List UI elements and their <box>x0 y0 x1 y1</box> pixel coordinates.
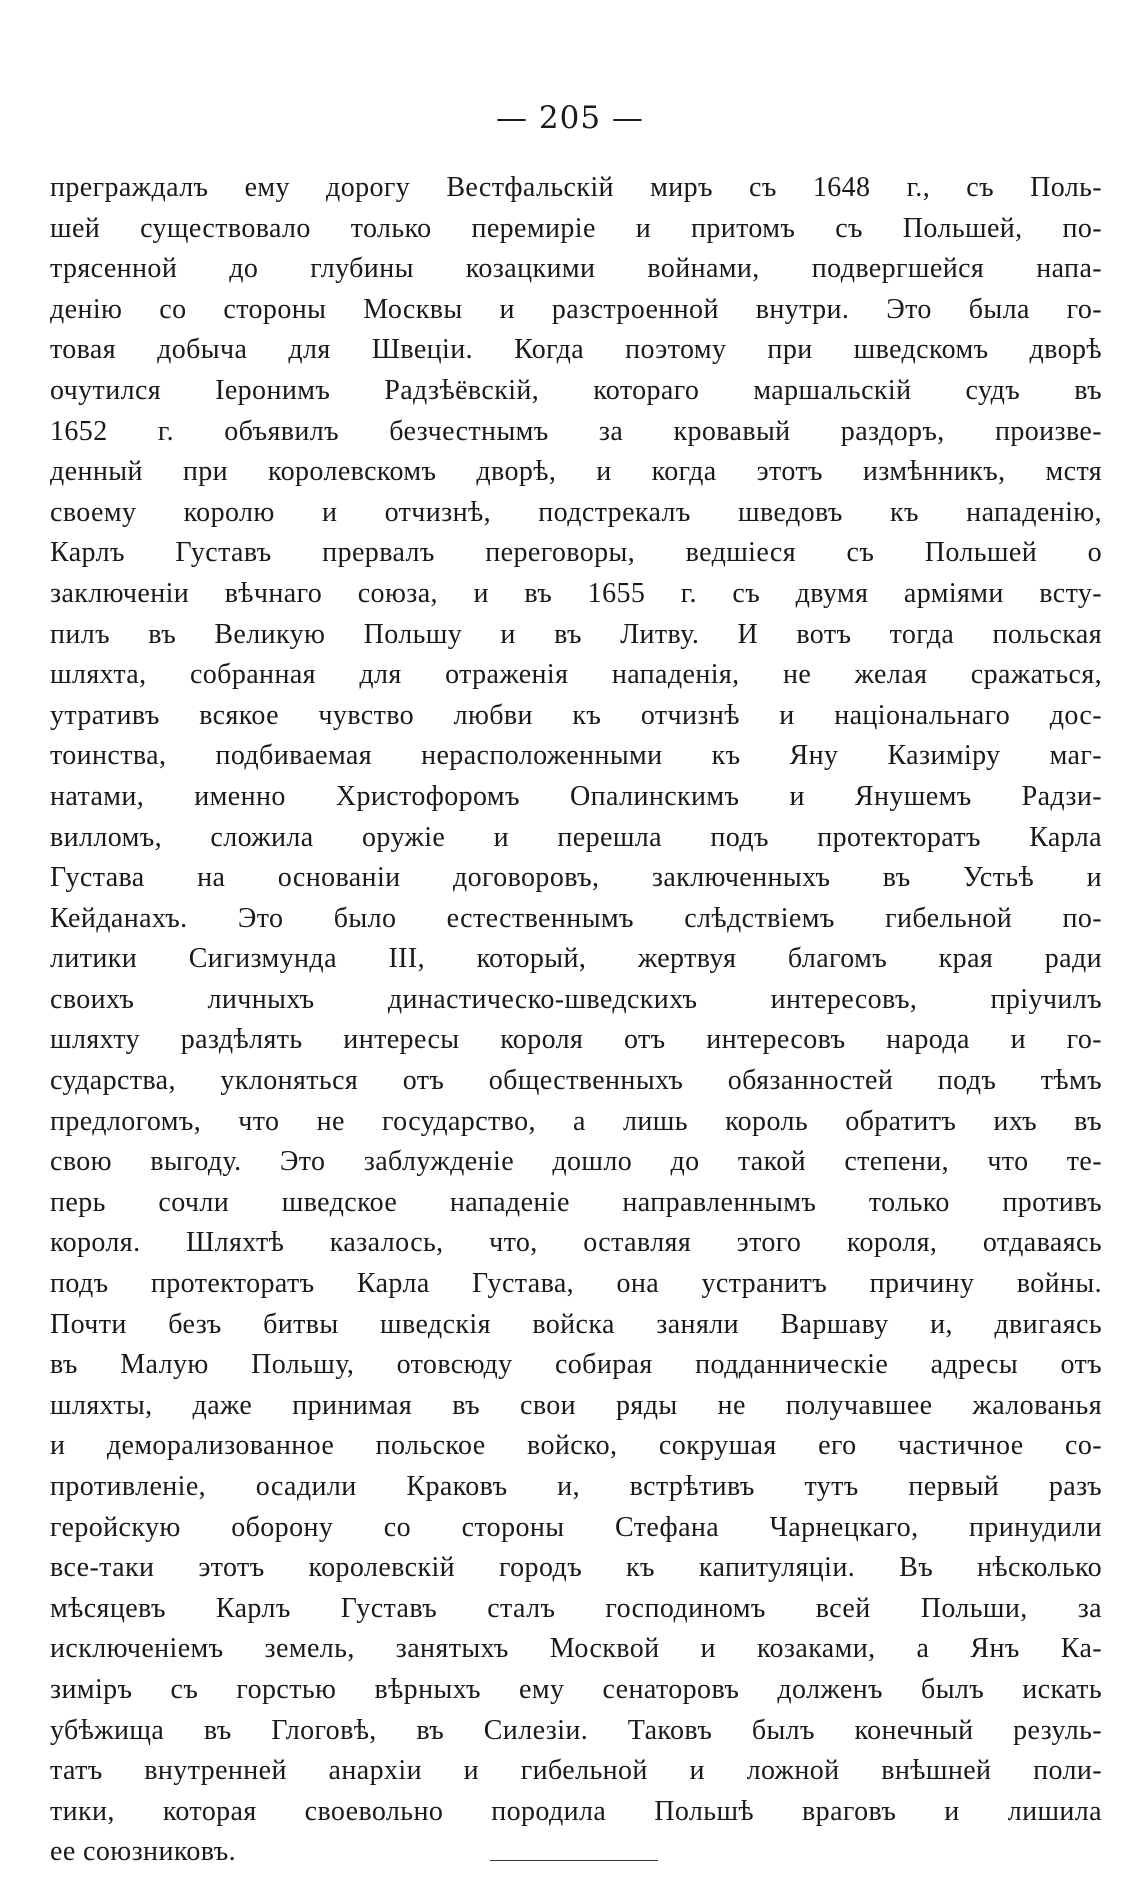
text-line: шляхту раздѣлять интересы короля отъ интересовъ народа и го- <box>50 1024 1102 1056</box>
text-line: тики, которая своевольно породила Польшѣ враговъ и лишила <box>50 1795 1102 1827</box>
section-end-rule <box>490 1860 658 1861</box>
body-text <box>50 168 1102 1873</box>
text-line: мѣсяцевъ Карлъ Густавъ сталъ господиномъ всей Польши, за <box>50 1592 1102 1624</box>
text-line: зиміръ съ горстью вѣрныхъ ему сенаторовъ долженъ былъ искать <box>50 1673 1102 1705</box>
text-line: исключеніемъ земель, занятыхъ Москвой и козаками, а Янъ Ка- <box>50 1633 1102 1665</box>
text-line: свою выгоду. Это заблужденіе дошло до такой степени, что те- <box>50 1146 1102 1178</box>
text-line: товая добыча для Швеціи. Когда поэтому при шведскомъ дворѣ <box>50 334 1102 366</box>
text-line: короля. Шляхтѣ казалось, что, оставляя этого короля, отдаваясь <box>50 1227 1102 1259</box>
text-line: ее союзниковъ. <box>50 1836 237 1868</box>
text-line: тоинства, подбиваемая нерасположенными къ Яну Казиміру маг- <box>50 740 1102 772</box>
text-line: денный при королевскомъ дворѣ, и когда этотъ измѣнникъ, мстя <box>50 456 1102 488</box>
text-line: Густава на основаніи договоровъ, заключенныхъ въ Устьѣ и <box>50 862 1102 894</box>
text-line: Кейданахъ. Это было естественнымъ слѣдствіемъ гибельной по- <box>50 902 1102 934</box>
text-line: очутился Іеронимъ Радзѣёвскій, котораго маршальскій судъ въ <box>50 374 1102 406</box>
text-line: литики Сигизмунда III, который, жертвуя благомъ края ради <box>50 943 1102 975</box>
text-line: утративъ всякое чувство любви къ отчизнѣ и національнаго дос- <box>50 699 1102 731</box>
text-line: 1652 г. объявилъ безчестнымъ за кровавый раздоръ, произве- <box>50 415 1102 447</box>
text-line: въ Малую Польшу, отовсюду собирая подданническіе адресы отъ <box>50 1349 1102 1381</box>
text-line: Почти безъ битвы шведскія войска заняли Варшаву и, двигаясь <box>50 1308 1102 1340</box>
text-line: сударства, уклоняться отъ общественныхъ обязанностей подъ тѣмъ <box>50 1065 1102 1097</box>
text-line: подъ протекторатъ Карла Густава, она устранитъ причину войны. <box>50 1268 1102 1300</box>
text-line: шляхты, даже принимая въ свои ряды не получавшее жалованья <box>50 1389 1102 1421</box>
text-line: пилъ въ Великую Польшу и въ Литву. И вотъ тогда польская <box>50 618 1102 650</box>
text-line: своихъ личныхъ династическо-шведскихъ интересовъ, пріучилъ <box>50 983 1102 1015</box>
text-line: убѣжища въ Глоговѣ, въ Силезіи. Таковъ былъ конечный резуль- <box>50 1714 1102 1746</box>
text-line: своему королю и отчизнѣ, подстрекалъ шведовъ къ нападенію, <box>50 496 1102 528</box>
text-line: Карлъ Густавъ прервалъ переговоры, ведшіеся съ Польшей о <box>50 537 1102 569</box>
text-line: денію со стороны Москвы и разстроенной внутри. Это была го- <box>50 293 1102 325</box>
text-line: геройскую оборону со стороны Стефана Чарнецкаго, принудили <box>50 1511 1102 1543</box>
text-line: перь сочли шведское нападеніе направленнымъ только противъ <box>50 1186 1102 1218</box>
text-line: шей существовало только перемиріе и притомъ съ Польшей, по- <box>50 212 1102 244</box>
text-line: татъ внутренней анархіи и гибельной и ложной внѣшней поли- <box>50 1755 1102 1787</box>
text-line: все-таки этотъ королевскій городъ къ капитуляціи. Въ нѣсколько <box>50 1552 1102 1584</box>
text-line: натами, именно Христофоромъ Опалинскимъ и Янушемъ Радзи- <box>50 780 1102 812</box>
page-number: — 205 — <box>496 100 644 136</box>
text-line: преграждалъ ему дорогу Вестфальскій миръ съ 1648 г., съ Поль- <box>50 172 1102 203</box>
text-line: и деморализованное польское войско, сокрушая его частичное со- <box>50 1430 1102 1462</box>
text-line: заключеніи вѣчнаго союза, и въ 1655 г. съ двумя арміями всту- <box>50 577 1102 609</box>
text-line: предлогомъ, что не государство, а лишь король обратитъ ихъ въ <box>50 1105 1102 1137</box>
text-line: шляхта, собранная для отраженія нападенія, не желая сражаться, <box>50 659 1102 691</box>
text-line: противленіе, осадили Краковъ и, встрѣтивъ тутъ первый разъ <box>50 1471 1102 1502</box>
text-line: вилломъ, сложила оружіе и перешла подъ протекторатъ Карла <box>50 821 1102 853</box>
text-line: трясенной до глубины козацкими войнами, подвергшейся напа- <box>50 253 1102 285</box>
